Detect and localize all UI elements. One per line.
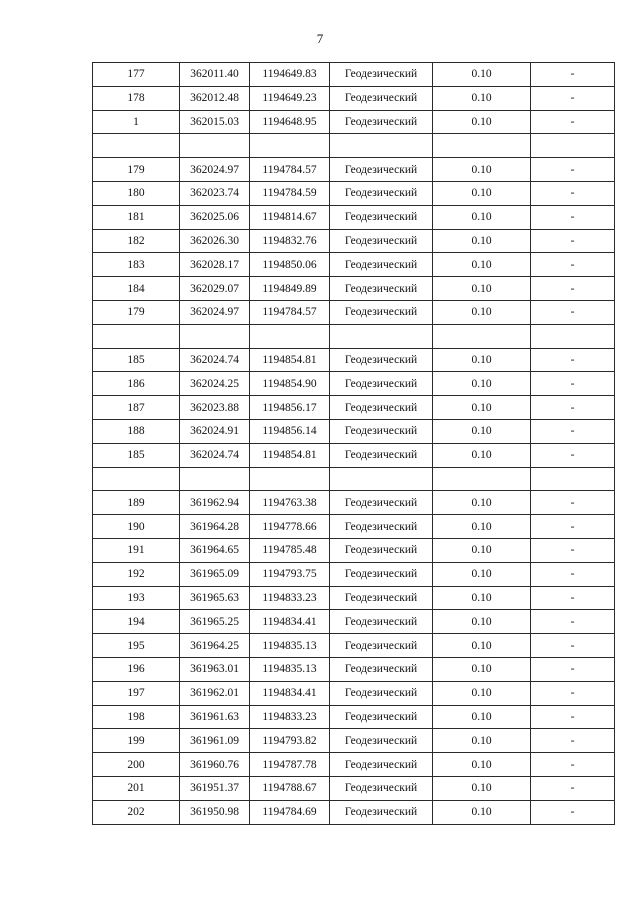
table-row (93, 110, 615, 134)
x-coordinate-cell: 361964.65 (180, 538, 250, 562)
accuracy-cell: 0.10 (433, 657, 531, 681)
table-row (93, 800, 615, 824)
x-coordinate-cell: 362024.97 (180, 158, 250, 182)
accuracy-cell: 0.10 (433, 253, 531, 277)
x-coordinate-cell (180, 467, 250, 491)
point-number-cell: 179 (93, 158, 180, 182)
method-cell: Геодезический (330, 610, 433, 634)
y-coordinate-cell: 1194793.82 (250, 729, 330, 753)
y-coordinate-cell: 1194788.67 (250, 776, 330, 800)
note-cell (531, 324, 615, 348)
note-cell: - (531, 205, 615, 229)
method-cell: Геодезический (330, 443, 433, 467)
table-row (93, 372, 615, 396)
method-cell: Геодезический (330, 300, 433, 324)
accuracy-cell: 0.10 (433, 63, 531, 87)
y-coordinate-cell: 1194784.69 (250, 800, 330, 824)
y-coordinate-cell: 1194833.23 (250, 586, 330, 610)
y-coordinate-cell: 1194849.89 (250, 277, 330, 301)
method-cell: Геодезический (330, 396, 433, 420)
x-coordinate-cell: 362024.91 (180, 419, 250, 443)
y-coordinate-cell: 1194649.23 (250, 86, 330, 110)
table-row (93, 538, 615, 562)
table-row (93, 776, 615, 800)
table-row (93, 63, 615, 87)
method-cell: Геодезический (330, 562, 433, 586)
table-row (93, 396, 615, 420)
note-cell: - (531, 515, 615, 539)
accuracy-cell: 0.10 (433, 205, 531, 229)
y-coordinate-cell: 1194834.41 (250, 610, 330, 634)
accuracy-cell: 0.10 (433, 158, 531, 182)
note-cell: - (531, 300, 615, 324)
method-cell: Геодезический (330, 681, 433, 705)
point-number-cell: 179 (93, 300, 180, 324)
table-row (93, 515, 615, 539)
accuracy-cell: 0.10 (433, 229, 531, 253)
note-cell: - (531, 586, 615, 610)
y-coordinate-cell (250, 134, 330, 158)
y-coordinate-cell: 1194814.67 (250, 205, 330, 229)
point-number-cell: 180 (93, 181, 180, 205)
note-cell: - (531, 110, 615, 134)
method-cell: Геодезический (330, 729, 433, 753)
table-row (93, 300, 615, 324)
y-coordinate-cell: 1194785.48 (250, 538, 330, 562)
accuracy-cell: 0.10 (433, 610, 531, 634)
note-cell: - (531, 800, 615, 824)
x-coordinate-cell: 362025.06 (180, 205, 250, 229)
point-number-cell (93, 324, 180, 348)
note-cell: - (531, 253, 615, 277)
note-cell: - (531, 562, 615, 586)
method-cell: Геодезический (330, 634, 433, 658)
point-number-cell: 192 (93, 562, 180, 586)
x-coordinate-cell: 361964.28 (180, 515, 250, 539)
accuracy-cell: 0.10 (433, 586, 531, 610)
y-coordinate-cell: 1194854.90 (250, 372, 330, 396)
accuracy-cell: 0.10 (433, 634, 531, 658)
note-cell: - (531, 729, 615, 753)
point-number-cell: 197 (93, 681, 180, 705)
method-cell: Геодезический (330, 776, 433, 800)
accuracy-cell: 0.10 (433, 396, 531, 420)
note-cell: - (531, 681, 615, 705)
table-row (93, 277, 615, 301)
point-number-cell: 193 (93, 586, 180, 610)
accuracy-cell: 0.10 (433, 348, 531, 372)
table-row (93, 158, 615, 182)
x-coordinate-cell: 362023.88 (180, 396, 250, 420)
coordinates-table (92, 62, 615, 825)
note-cell: - (531, 538, 615, 562)
x-coordinate-cell: 362012.48 (180, 86, 250, 110)
accuracy-cell (433, 324, 531, 348)
point-number-cell: 187 (93, 396, 180, 420)
method-cell: Геодезический (330, 110, 433, 134)
accuracy-cell: 0.10 (433, 443, 531, 467)
table-row (93, 729, 615, 753)
point-number-cell: 181 (93, 205, 180, 229)
note-cell: - (531, 158, 615, 182)
y-coordinate-cell: 1194763.38 (250, 491, 330, 515)
y-coordinate-cell: 1194835.13 (250, 634, 330, 658)
x-coordinate-cell: 361961.09 (180, 729, 250, 753)
y-coordinate-cell (250, 467, 330, 491)
method-cell: Геодезический (330, 419, 433, 443)
y-coordinate-cell: 1194784.57 (250, 300, 330, 324)
y-coordinate-cell: 1194784.57 (250, 158, 330, 182)
note-cell: - (531, 86, 615, 110)
method-cell: Геодезический (330, 181, 433, 205)
method-cell: Геодезический (330, 205, 433, 229)
x-coordinate-cell: 361962.01 (180, 681, 250, 705)
y-coordinate-cell: 1194833.23 (250, 705, 330, 729)
table-row (93, 610, 615, 634)
x-coordinate-cell: 361965.63 (180, 586, 250, 610)
accuracy-cell: 0.10 (433, 729, 531, 753)
y-coordinate-cell: 1194787.78 (250, 753, 330, 777)
point-number-cell (93, 467, 180, 491)
table-row-separator (93, 324, 615, 348)
y-coordinate-cell: 1194793.75 (250, 562, 330, 586)
point-number-cell: 184 (93, 277, 180, 301)
accuracy-cell: 0.10 (433, 372, 531, 396)
table-row (93, 181, 615, 205)
accuracy-cell: 0.10 (433, 562, 531, 586)
y-coordinate-cell: 1194850.06 (250, 253, 330, 277)
note-cell: - (531, 776, 615, 800)
method-cell: Геодезический (330, 538, 433, 562)
note-cell: - (531, 634, 615, 658)
note-cell: - (531, 753, 615, 777)
table-row (93, 205, 615, 229)
table-row (93, 562, 615, 586)
note-cell: - (531, 419, 615, 443)
point-number-cell: 190 (93, 515, 180, 539)
accuracy-cell: 0.10 (433, 538, 531, 562)
x-coordinate-cell: 362024.97 (180, 300, 250, 324)
y-coordinate-cell: 1194648.95 (250, 110, 330, 134)
x-coordinate-cell (180, 134, 250, 158)
point-number-cell: 183 (93, 253, 180, 277)
note-cell: - (531, 443, 615, 467)
accuracy-cell (433, 134, 531, 158)
note-cell: - (531, 705, 615, 729)
accuracy-cell: 0.10 (433, 181, 531, 205)
table-row (93, 348, 615, 372)
method-cell: Геодезический (330, 63, 433, 87)
table-row (93, 634, 615, 658)
note-cell: - (531, 657, 615, 681)
x-coordinate-cell: 362015.03 (180, 110, 250, 134)
y-coordinate-cell: 1194856.17 (250, 396, 330, 420)
accuracy-cell (433, 467, 531, 491)
method-cell: Геодезический (330, 657, 433, 681)
table-row-separator (93, 134, 615, 158)
table-row (93, 753, 615, 777)
x-coordinate-cell: 361965.25 (180, 610, 250, 634)
point-number-cell: 191 (93, 538, 180, 562)
point-number-cell (93, 134, 180, 158)
y-coordinate-cell: 1194778.66 (250, 515, 330, 539)
x-coordinate-cell: 362028.17 (180, 253, 250, 277)
x-coordinate-cell: 362011.40 (180, 63, 250, 87)
x-coordinate-cell: 361950.98 (180, 800, 250, 824)
point-number-cell: 189 (93, 491, 180, 515)
method-cell: Геодезический (330, 800, 433, 824)
note-cell: - (531, 181, 615, 205)
note-cell (531, 134, 615, 158)
x-coordinate-cell: 361964.25 (180, 634, 250, 658)
method-cell: Геодезический (330, 753, 433, 777)
point-number-cell: 1 (93, 110, 180, 134)
y-coordinate-cell: 1194854.81 (250, 348, 330, 372)
x-coordinate-cell: 362024.25 (180, 372, 250, 396)
method-cell: Геодезический (330, 491, 433, 515)
x-coordinate-cell: 362023.74 (180, 181, 250, 205)
x-coordinate-cell: 362026.30 (180, 229, 250, 253)
y-coordinate-cell: 1194854.81 (250, 443, 330, 467)
note-cell: - (531, 348, 615, 372)
method-cell (330, 324, 433, 348)
method-cell (330, 467, 433, 491)
method-cell: Геодезический (330, 705, 433, 729)
method-cell: Геодезический (330, 372, 433, 396)
note-cell (531, 467, 615, 491)
accuracy-cell: 0.10 (433, 110, 531, 134)
table-row (93, 586, 615, 610)
y-coordinate-cell: 1194649.83 (250, 63, 330, 87)
coordinates-table-body (93, 63, 615, 825)
accuracy-cell: 0.10 (433, 800, 531, 824)
accuracy-cell: 0.10 (433, 277, 531, 301)
point-number-cell: 188 (93, 419, 180, 443)
x-coordinate-cell: 361965.09 (180, 562, 250, 586)
note-cell: - (531, 277, 615, 301)
table-row (93, 705, 615, 729)
x-coordinate-cell: 362024.74 (180, 443, 250, 467)
point-number-cell: 195 (93, 634, 180, 658)
note-cell: - (531, 396, 615, 420)
method-cell: Геодезический (330, 158, 433, 182)
accuracy-cell: 0.10 (433, 681, 531, 705)
table-row (93, 229, 615, 253)
point-number-cell: 198 (93, 705, 180, 729)
point-number-cell: 178 (93, 86, 180, 110)
table-row (93, 491, 615, 515)
accuracy-cell: 0.10 (433, 300, 531, 324)
accuracy-cell: 0.10 (433, 753, 531, 777)
method-cell: Геодезический (330, 277, 433, 301)
table-row (93, 443, 615, 467)
x-coordinate-cell: 361962.94 (180, 491, 250, 515)
point-number-cell: 185 (93, 443, 180, 467)
point-number-cell: 182 (93, 229, 180, 253)
point-number-cell: 196 (93, 657, 180, 681)
note-cell: - (531, 610, 615, 634)
accuracy-cell: 0.10 (433, 491, 531, 515)
table-row-separator (93, 467, 615, 491)
page-number: 7 (316, 31, 324, 46)
x-coordinate-cell: 362029.07 (180, 277, 250, 301)
accuracy-cell: 0.10 (433, 419, 531, 443)
y-coordinate-cell: 1194856.14 (250, 419, 330, 443)
accuracy-cell: 0.10 (433, 515, 531, 539)
accuracy-cell: 0.10 (433, 705, 531, 729)
table-row (93, 681, 615, 705)
accuracy-cell: 0.10 (433, 776, 531, 800)
method-cell: Геодезический (330, 86, 433, 110)
x-coordinate-cell (180, 324, 250, 348)
point-number-cell: 202 (93, 800, 180, 824)
table-row (93, 253, 615, 277)
point-number-cell: 200 (93, 753, 180, 777)
table-row (93, 657, 615, 681)
method-cell (330, 134, 433, 158)
point-number-cell: 199 (93, 729, 180, 753)
x-coordinate-cell: 361951.37 (180, 776, 250, 800)
y-coordinate-cell: 1194832.76 (250, 229, 330, 253)
point-number-cell: 177 (93, 63, 180, 87)
method-cell: Геодезический (330, 515, 433, 539)
x-coordinate-cell: 361961.63 (180, 705, 250, 729)
method-cell: Геодезический (330, 348, 433, 372)
y-coordinate-cell: 1194835.13 (250, 657, 330, 681)
point-number-cell: 185 (93, 348, 180, 372)
table-row (93, 419, 615, 443)
table-row (93, 86, 615, 110)
note-cell: - (531, 229, 615, 253)
point-number-cell: 194 (93, 610, 180, 634)
note-cell: - (531, 372, 615, 396)
method-cell: Геодезический (330, 586, 433, 610)
point-number-cell: 186 (93, 372, 180, 396)
note-cell: - (531, 63, 615, 87)
accuracy-cell: 0.10 (433, 86, 531, 110)
point-number-cell: 201 (93, 776, 180, 800)
x-coordinate-cell: 361963.01 (180, 657, 250, 681)
note-cell: - (531, 491, 615, 515)
y-coordinate-cell: 1194784.59 (250, 181, 330, 205)
x-coordinate-cell: 362024.74 (180, 348, 250, 372)
x-coordinate-cell: 361960.76 (180, 753, 250, 777)
method-cell: Геодезический (330, 229, 433, 253)
y-coordinate-cell (250, 324, 330, 348)
y-coordinate-cell: 1194834.41 (250, 681, 330, 705)
method-cell: Геодезический (330, 253, 433, 277)
